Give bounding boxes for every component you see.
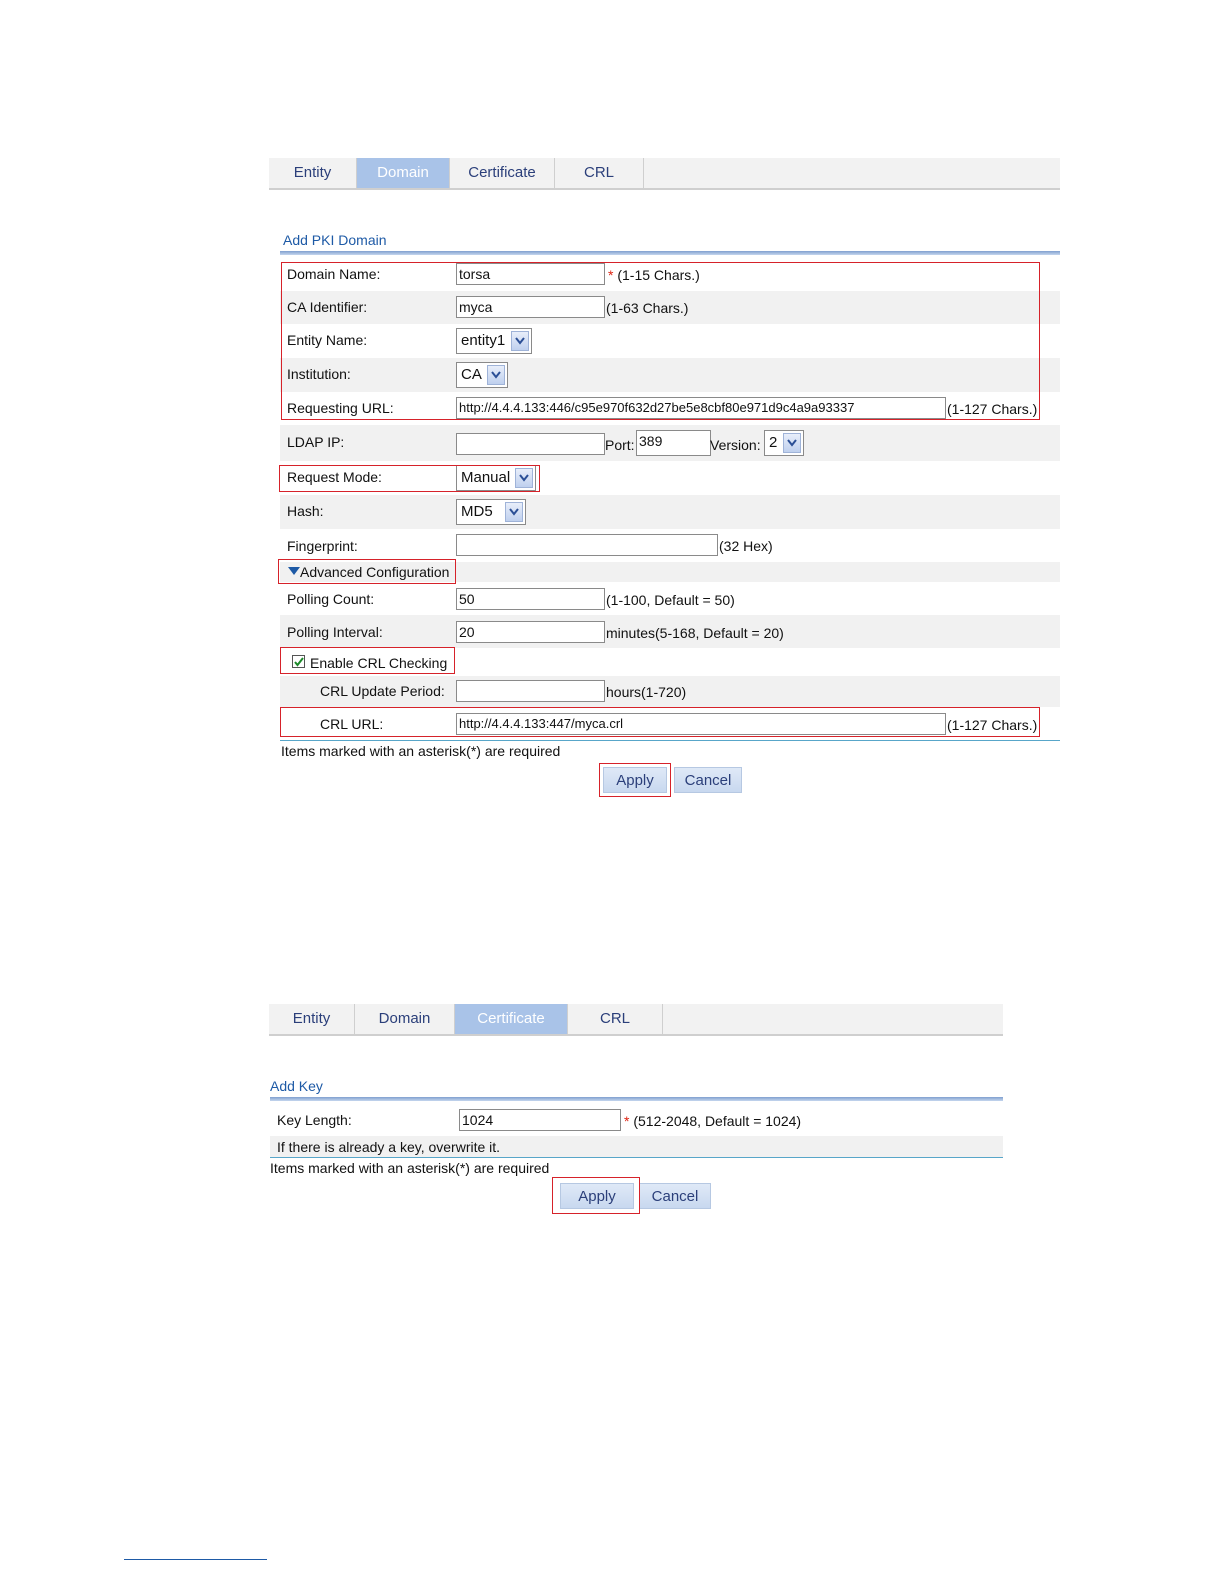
row-institution [280,358,1060,392]
domain-name-label: Domain Name: [287,266,381,282]
section-title: Add PKI Domain [283,232,387,248]
chevron-down-icon[interactable] [505,502,523,522]
apply-button[interactable]: Apply [603,767,667,793]
hash-label: Hash: [287,503,324,519]
chevron-down-icon[interactable] [487,365,505,385]
hash-value: MD5 [461,503,493,520]
required-asterisk: * [608,267,614,283]
requesting-url-input[interactable]: http://4.4.4.133:446/c95e970f632d27be5e8cbf80e971d9c4a9a93337 [456,397,946,419]
cancel-button[interactable]: Cancel [639,1183,711,1209]
cancel-button[interactable]: Cancel [674,767,742,793]
row-entity-name [280,324,1060,358]
ca-identifier-label: CA Identifier: [287,299,368,315]
tab-domain[interactable]: Domain [355,1004,455,1034]
key-length-label: Key Length: [277,1112,352,1128]
request-mode-select[interactable] [456,465,536,491]
ca-identifier-hint: (1-63 Chars.) [606,300,689,316]
domain-name-hint [608,267,700,283]
request-mode-label: Request Mode: [287,469,382,485]
title-rule [280,251,1060,255]
key-length-input[interactable]: 1024 [459,1109,621,1131]
form-bottom-rule [270,1157,1003,1158]
triangle-down-icon [288,566,300,576]
tab-crl[interactable]: CRL [555,158,644,188]
polling-interval-label: Polling Interval: [287,624,383,640]
crl-update-period-input[interactable] [456,680,605,702]
polling-interval-input[interactable]: 20 [456,621,605,643]
version-select[interactable] [764,430,804,456]
required-note: Items marked with an asterisk(*) are required [281,743,561,759]
crl-update-period-hint: hours(1-720) [606,684,687,700]
port-label: Port: [605,437,635,453]
ldap-ip-input[interactable] [456,433,605,455]
ca-identifier-input[interactable]: myca [456,296,605,318]
institution-select[interactable] [456,362,508,388]
ldap-ip-label: LDAP IP: [287,434,345,450]
tab-bar [269,158,1060,190]
overwrite-note: If there is already a key, overwrite it. [277,1139,501,1155]
request-mode-value: Manual [461,469,511,486]
row-hash [280,495,1060,529]
section-title: Add Key [270,1078,323,1094]
title-rule [270,1097,1003,1101]
entity-name-value: entity1 [461,332,506,349]
fingerprint-hint: (32 Hex) [719,538,773,554]
enable-crl-label: Enable CRL Checking [310,655,448,671]
version-label: Version: [710,437,761,453]
entity-name-label: Entity Name: [287,332,368,348]
institution-value: CA [461,366,482,383]
required-asterisk: * [624,1113,630,1129]
polling-count-input[interactable]: 50 [456,588,605,610]
institution-label: Institution: [287,366,351,382]
polling-count-label: Polling Count: [287,591,375,607]
crl-url-input[interactable]: http://4.4.4.133:447/myca.crl [456,713,946,735]
entity-name-select[interactable] [456,328,532,354]
enable-crl-checkbox[interactable] [292,655,305,668]
domain-name-hint-text: (1-15 Chars.) [617,267,700,283]
domain-name-input[interactable]: torsa [456,263,605,285]
form-bottom-rule [280,740,1060,741]
required-note: Items marked with an asterisk(*) are required [270,1160,550,1176]
tab-domain[interactable]: Domain [357,158,450,188]
key-length-hint-text: (512-2048, Default = 1024) [633,1113,802,1129]
chevron-down-icon[interactable] [783,433,801,453]
advanced-configuration-toggle[interactable] [288,564,449,580]
crl-update-period-label: CRL Update Period: [320,683,445,699]
tab-crl[interactable]: CRL [568,1004,663,1034]
chevron-down-icon[interactable] [511,331,529,351]
crl-url-hint: (1-127 Chars.) [947,717,1038,733]
polling-interval-hint: minutes(5-168, Default = 20) [606,625,784,641]
polling-count-hint: (1-100, Default = 50) [606,592,735,608]
tab-bar [269,1004,1003,1036]
tab-entity[interactable]: Entity [269,1004,355,1034]
key-length-hint [624,1113,801,1129]
tab-entity[interactable]: Entity [269,158,357,188]
version-value: 2 [769,434,778,451]
fingerprint-label: Fingerprint: [287,538,358,554]
tab-certificate[interactable]: Certificate [455,1004,568,1034]
advanced-configuration-label: Advanced Configuration [300,564,450,580]
row-request-mode [280,461,1060,495]
requesting-url-hint: (1-127 Chars.) [947,401,1038,417]
requesting-url-label: Requesting URL: [287,400,394,416]
crl-url-label: CRL URL: [320,716,384,732]
port-input[interactable]: 389 [636,430,711,456]
checkmark-icon [293,656,304,667]
chevron-down-icon[interactable] [515,468,533,488]
fingerprint-input[interactable] [456,534,718,556]
footnote-rule [124,1559,267,1560]
hash-select[interactable] [456,499,526,525]
tab-certificate[interactable]: Certificate [450,158,555,188]
apply-button[interactable]: Apply [560,1183,634,1209]
